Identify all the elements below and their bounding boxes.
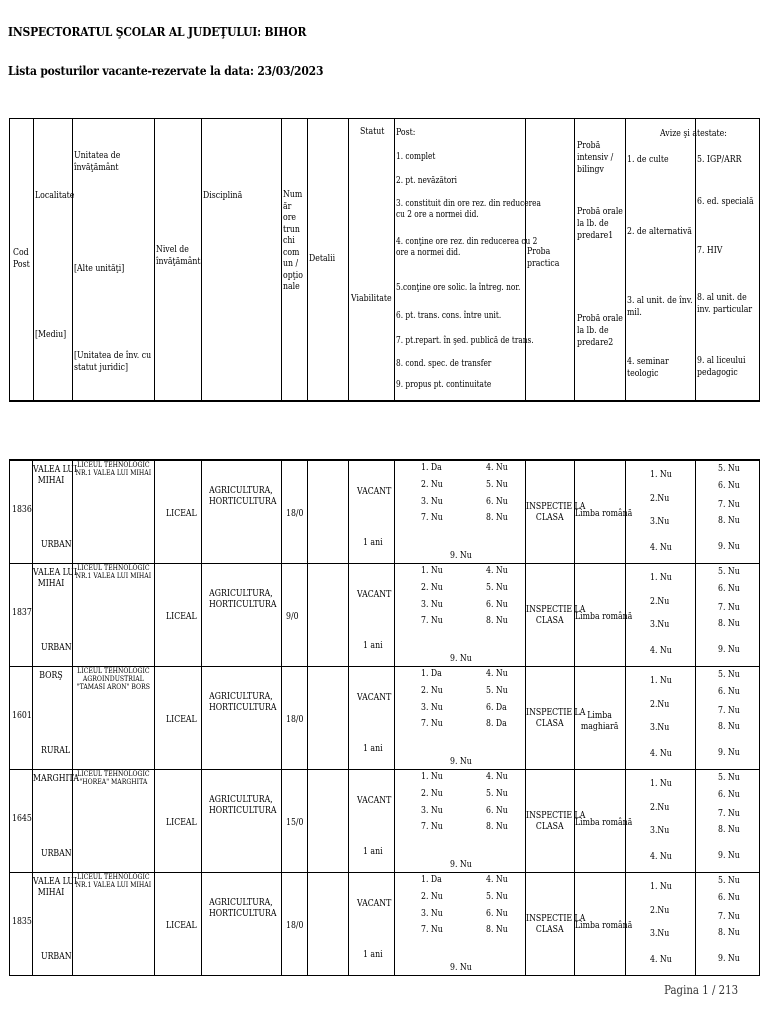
header-aviz-right: 5. IGP/ARR xyxy=(697,154,742,165)
row-cod-post: 1835 xyxy=(12,916,32,927)
row-ore: 9/0 xyxy=(286,611,299,622)
header-post-item: 7. pt.repart. în şed. publică de trans. xyxy=(396,336,534,346)
row-post-right: 5. Nu xyxy=(486,891,508,902)
row-post-left: 3. Nu xyxy=(421,496,443,507)
header-post-item: 1. complet xyxy=(396,152,436,162)
row-ore: 18/0 xyxy=(286,714,304,725)
row-limba: Limba română xyxy=(575,508,633,519)
row-aviz-right: 8. Nu xyxy=(718,618,740,629)
row-post-left: 7. Nu xyxy=(421,924,443,935)
row-aviz-left: 2.Nu xyxy=(650,493,670,504)
row-column-divider xyxy=(695,667,696,769)
row-aviz-right: 7. Nu xyxy=(718,705,740,716)
row-aviz-right: 8. Nu xyxy=(718,515,740,526)
row-proba: INSPECTIE LA CLASA xyxy=(526,913,586,935)
row-viabilitate: 1 ani xyxy=(363,846,383,857)
header-numar-ore: Num ăr ore trun chi com un / opţio nale xyxy=(283,189,304,292)
row-aviz-right: 7. Nu xyxy=(718,808,740,819)
row-localitate: VALEA LUI MIHAI xyxy=(33,567,78,589)
row-proba: INSPECTIE LA CLASA xyxy=(526,501,586,523)
row-post-left: 3. Nu xyxy=(421,805,443,816)
row-column-divider xyxy=(394,667,395,769)
header-column-divider xyxy=(525,119,526,400)
row-post-right: 6. Da xyxy=(486,702,507,713)
header-aviz-left: 3. al unit. de înv. mil. xyxy=(627,295,693,318)
row-post-right: 4. Nu xyxy=(486,668,508,679)
row-aviz-left: 4. Nu xyxy=(650,748,672,759)
row-cod-post: 1836 xyxy=(12,504,32,515)
row-unitatea: LICEUL TEHNOLOGIC NR.1 VALEA LUI MIHAI xyxy=(75,460,152,477)
row-column-divider xyxy=(201,873,202,975)
row-disciplina: AGRICULTURA, HORTICULTURA xyxy=(209,897,277,919)
row-post-right: 8. Nu xyxy=(486,615,508,626)
row-post-left: 3. Nu xyxy=(421,908,443,919)
header-column-divider xyxy=(201,119,202,400)
row-proba: INSPECTIE LA CLASA xyxy=(526,810,586,832)
row-column-divider xyxy=(32,770,33,872)
row-nivel: LICEAL xyxy=(166,611,197,622)
row-aviz-right: 7. Nu xyxy=(718,499,740,510)
row-unitatea: LICEUL TEHNOLOGIC NR.1 VALEA LUI MIHAI xyxy=(75,872,152,889)
row-column-divider xyxy=(154,667,155,769)
row-unitatea: LICEUL TEHNOLOGIC NR.1 VALEA LUI MIHAI xyxy=(75,563,152,580)
row-aviz-right: 6. Nu xyxy=(718,892,740,903)
row-aviz-right: 5. Nu xyxy=(718,463,740,474)
row-post-left: 1. Nu xyxy=(421,771,443,782)
row-post-right: 8. Nu xyxy=(486,512,508,523)
row-post-right: 4. Nu xyxy=(486,462,508,473)
row-aviz-right: 6. Nu xyxy=(718,789,740,800)
row-nivel: LICEAL xyxy=(166,817,197,828)
row-aviz-left: 1. Nu xyxy=(650,778,672,789)
list-date-title: Lista posturilor vacante-rezervate la data: 23/03/2023 xyxy=(8,63,324,78)
row-unitatea: LICEUL TEHNOLOGIC "HOREA" MARGHITA xyxy=(77,769,150,786)
header-aviz-left: 1. de culte xyxy=(627,154,669,165)
header-column-divider xyxy=(281,119,282,400)
header-post-item: 9. propus pt. continuitate xyxy=(396,380,492,390)
row-aviz-right: 9. Nu xyxy=(718,953,740,964)
row-viabilitate: 1 ani xyxy=(363,640,383,651)
row-post-left: 1. Da xyxy=(421,668,442,679)
row-post9: 9. Nu xyxy=(450,653,472,664)
row-aviz-left: 1. Nu xyxy=(650,675,672,686)
row-column-divider xyxy=(201,667,202,769)
header-aviz-right: 9. al liceului pedagogic xyxy=(697,355,746,378)
row-post-left: 7. Nu xyxy=(421,821,443,832)
row-nivel: LICEAL xyxy=(166,714,197,725)
header-disciplina: Disciplină xyxy=(203,190,243,201)
header-avize-title: Avize şi atestate: xyxy=(660,128,727,139)
header-column-divider xyxy=(307,119,308,400)
header-statut: Statut xyxy=(360,126,385,137)
row-column-divider xyxy=(695,873,696,975)
row-column-divider xyxy=(348,873,349,975)
row-post9: 9. Nu xyxy=(450,859,472,870)
row-aviz-right: 9. Nu xyxy=(718,850,740,861)
row-column-divider xyxy=(154,873,155,975)
row-disciplina: AGRICULTURA, HORTICULTURA xyxy=(209,794,277,816)
row-aviz-left: 4. Nu xyxy=(650,542,672,553)
header-unitatea-statut: [Unitatea de înv. cu statut juridic] xyxy=(74,350,152,373)
row-ore: 15/0 xyxy=(286,817,304,828)
row-mediu: URBAN xyxy=(41,539,72,550)
row-post9: 9. Nu xyxy=(450,550,472,561)
header-post-item: 4. conţine ore rez. din reducerea cu 2 ore a normei did. xyxy=(396,237,538,258)
row-aviz-left: 2.Nu xyxy=(650,699,670,710)
row-aviz-right: 6. Nu xyxy=(718,686,740,697)
row-aviz-right: 7. Nu xyxy=(718,602,740,613)
header-aviz-left: 2. de alternativă xyxy=(627,226,692,237)
row-column-divider xyxy=(307,564,308,666)
row-aviz-left: 2.Nu xyxy=(650,596,670,607)
header-post-item: 6. pt. trans. cons. între unit. xyxy=(396,311,502,321)
row-viabilitate: 1 ani xyxy=(363,949,383,960)
row-limba: Limba română xyxy=(575,920,633,931)
row-aviz-left: 4. Nu xyxy=(650,851,672,862)
row-column-divider xyxy=(307,667,308,769)
table-header xyxy=(9,118,760,402)
header-proba-practica: Proba practica xyxy=(527,246,560,269)
header-aviz-right: 6. ed. specială xyxy=(697,196,754,207)
row-post-left: 7. Nu xyxy=(421,512,443,523)
header-aviz-right: 8. al unit. de inv. particular xyxy=(697,292,753,315)
table-row xyxy=(9,873,760,976)
row-column-divider xyxy=(281,873,282,975)
row-post9: 9. Nu xyxy=(450,756,472,767)
row-aviz-left: 1. Nu xyxy=(650,572,672,583)
row-post-right: 5. Nu xyxy=(486,582,508,593)
header-column-divider xyxy=(154,119,155,400)
row-column-divider xyxy=(307,873,308,975)
row-column-divider xyxy=(154,770,155,872)
row-column-divider xyxy=(154,564,155,666)
row-column-divider xyxy=(72,564,73,666)
row-mediu: URBAN xyxy=(41,848,72,859)
row-cod-post: 1837 xyxy=(12,607,32,618)
row-proba: INSPECTIE LA CLASA xyxy=(526,604,586,626)
row-viabilitate: 1 ani xyxy=(363,537,383,548)
row-localitate: BORŞ xyxy=(39,670,63,681)
data-table xyxy=(9,459,760,976)
row-post-right: 5. Nu xyxy=(486,685,508,696)
row-column-divider xyxy=(307,770,308,872)
row-post-left: 1. Da xyxy=(421,462,442,473)
row-column-divider xyxy=(281,564,282,666)
row-limba: Limba maghiară xyxy=(580,710,619,732)
row-column-divider xyxy=(394,564,395,666)
header-column-divider xyxy=(394,119,395,400)
row-column-divider xyxy=(281,461,282,563)
header-column-divider xyxy=(72,119,73,400)
row-column-divider xyxy=(625,667,626,769)
row-limba: Limba română xyxy=(575,611,633,622)
row-column-divider xyxy=(72,770,73,872)
row-column-divider xyxy=(281,770,282,872)
row-aviz-right: 9. Nu xyxy=(718,644,740,655)
row-column-divider xyxy=(201,564,202,666)
row-column-divider xyxy=(201,770,202,872)
row-statut: VACANT xyxy=(357,795,392,806)
row-aviz-left: 3.Nu xyxy=(650,928,670,939)
header-column-divider xyxy=(625,119,626,400)
row-post-left: 3. Nu xyxy=(421,702,443,713)
row-localitate: VALEA LUI MIHAI xyxy=(33,876,78,898)
header-alte-unitati: [Alte unităţi] xyxy=(74,263,125,274)
row-aviz-left: 2.Nu xyxy=(650,802,670,813)
row-disciplina: AGRICULTURA, HORTICULTURA xyxy=(209,588,277,610)
row-post-right: 6. Nu xyxy=(486,599,508,610)
table-row xyxy=(9,461,760,564)
row-localitate: VALEA LUI MIHAI xyxy=(33,464,78,486)
row-localitate: MARGHITA xyxy=(33,773,79,784)
row-post-right: 4. Nu xyxy=(486,771,508,782)
row-statut: VACANT xyxy=(357,486,392,497)
row-disciplina: AGRICULTURA, HORTICULTURA xyxy=(209,485,277,507)
table-row xyxy=(9,667,760,770)
row-post-left: 2. Nu xyxy=(421,582,443,593)
row-statut: VACANT xyxy=(357,589,392,600)
row-post-left: 7. Nu xyxy=(421,615,443,626)
row-post-left: 2. Nu xyxy=(421,788,443,799)
row-aviz-left: 4. Nu xyxy=(650,954,672,965)
row-post-right: 5. Nu xyxy=(486,788,508,799)
row-column-divider xyxy=(307,461,308,563)
row-ore: 18/0 xyxy=(286,920,304,931)
row-column-divider xyxy=(695,770,696,872)
row-aviz-right: 9. Nu xyxy=(718,541,740,552)
row-aviz-right: 5. Nu xyxy=(718,875,740,886)
header-proba-orale2: Probă orale la lb. de predare2 xyxy=(577,313,623,348)
row-post-left: 2. Nu xyxy=(421,479,443,490)
row-aviz-left: 3.Nu xyxy=(650,516,670,527)
row-disciplina: AGRICULTURA, HORTICULTURA xyxy=(209,691,277,713)
row-column-divider xyxy=(32,667,33,769)
row-post-left: 2. Nu xyxy=(421,685,443,696)
row-post-right: 8. Nu xyxy=(486,821,508,832)
row-column-divider xyxy=(348,461,349,563)
header-proba-intensiv: Probă intensiv / bilingv xyxy=(577,140,614,175)
header-post-item: 5.conţine ore solic. la întreg. nor. xyxy=(396,283,521,293)
row-mediu: RURAL xyxy=(41,745,71,756)
row-limba: Limba română xyxy=(575,817,633,828)
row-post-right: 6. Nu xyxy=(486,908,508,919)
row-column-divider xyxy=(72,667,73,769)
row-column-divider xyxy=(695,461,696,563)
header-post-item: 3. constituit din ore rez. din reducerea cu 2 ore a normei did. xyxy=(396,199,541,220)
row-column-divider xyxy=(348,564,349,666)
row-statut: VACANT xyxy=(357,692,392,703)
row-column-divider xyxy=(348,667,349,769)
row-post-left: 7. Nu xyxy=(421,718,443,729)
header-post-title: Post: xyxy=(396,127,416,138)
row-proba: INSPECTIE LA CLASA xyxy=(526,707,586,729)
header-post-item: 8. cond. spec. de transfer xyxy=(396,359,492,369)
header-aviz-left: 4. seminar teologic xyxy=(627,356,669,379)
header-localitate: Localitate xyxy=(35,190,75,201)
row-aviz-left: 3.Nu xyxy=(650,619,670,630)
row-post-right: 8. Nu xyxy=(486,924,508,935)
row-column-divider xyxy=(201,461,202,563)
row-column-divider xyxy=(695,564,696,666)
header-column-divider xyxy=(33,119,34,400)
row-mediu: URBAN xyxy=(41,642,72,653)
header-column-divider xyxy=(574,119,575,400)
row-aviz-left: 3.Nu xyxy=(650,825,670,836)
row-mediu: URBAN xyxy=(41,951,72,962)
row-post9: 9. Nu xyxy=(450,962,472,973)
row-post-right: 6. Nu xyxy=(486,805,508,816)
header-cod-post: Cod Post xyxy=(13,247,30,270)
row-aviz-right: 9. Nu xyxy=(718,747,740,758)
row-column-divider xyxy=(394,873,395,975)
row-post-left: 1. Da xyxy=(421,874,442,885)
page-number: Pagina 1 / 213 xyxy=(663,983,738,997)
row-aviz-right: 5. Nu xyxy=(718,566,740,577)
row-column-divider xyxy=(281,667,282,769)
row-ore: 18/0 xyxy=(286,508,304,519)
header-mediu: [Mediu] xyxy=(35,329,67,340)
row-column-divider xyxy=(72,461,73,563)
header-nivel: Nivel de învăţământ xyxy=(156,244,201,267)
row-post-right: 4. Nu xyxy=(486,874,508,885)
table-row xyxy=(9,564,760,667)
row-aviz-left: 4. Nu xyxy=(650,645,672,656)
row-column-divider xyxy=(394,770,395,872)
header-post-item: 2. pt. nevăzători xyxy=(396,176,458,186)
table-row xyxy=(9,770,760,873)
header-column-divider xyxy=(348,119,349,400)
row-unitatea: LICEUL TEHNOLOGIC AGROINDUSTRIAL "TAMASI ARON" BORS xyxy=(76,666,150,691)
header-aviz-right: 7. HIV xyxy=(697,245,723,256)
row-column-divider xyxy=(394,461,395,563)
row-aviz-right: 8. Nu xyxy=(718,824,740,835)
row-aviz-left: 3.Nu xyxy=(650,722,670,733)
row-aviz-right: 5. Nu xyxy=(718,772,740,783)
row-column-divider xyxy=(72,873,73,975)
row-post-right: 4. Nu xyxy=(486,565,508,576)
row-aviz-left: 1. Nu xyxy=(650,881,672,892)
row-aviz-right: 7. Nu xyxy=(718,911,740,922)
row-aviz-right: 6. Nu xyxy=(718,480,740,491)
row-post-right: 8. Da xyxy=(486,718,507,729)
row-aviz-left: 1. Nu xyxy=(650,469,672,480)
row-post-right: 6. Nu xyxy=(486,496,508,507)
row-nivel: LICEAL xyxy=(166,920,197,931)
row-column-divider xyxy=(348,770,349,872)
header-column-divider xyxy=(695,119,696,400)
row-post-right: 5. Nu xyxy=(486,479,508,490)
row-aviz-right: 8. Nu xyxy=(718,927,740,938)
row-viabilitate: 1 ani xyxy=(363,743,383,754)
header-proba-orale1: Probă orale la lb. de predare1 xyxy=(577,206,623,241)
inspectorate-title: INSPECTORATUL ŞCOLAR AL JUDEŢULUI: BIHOR xyxy=(8,24,307,39)
row-nivel: LICEAL xyxy=(166,508,197,519)
row-aviz-right: 6. Nu xyxy=(718,583,740,594)
header-viabilitate: Viabilitate xyxy=(351,293,392,304)
header-unitatea: Unitatea de învăţământ xyxy=(74,150,121,173)
row-aviz-right: 8. Nu xyxy=(718,721,740,732)
row-statut: VACANT xyxy=(357,898,392,909)
row-post-left: 3. Nu xyxy=(421,599,443,610)
row-post-left: 2. Nu xyxy=(421,891,443,902)
row-column-divider xyxy=(154,461,155,563)
row-post-left: 1. Nu xyxy=(421,565,443,576)
row-cod-post: 1645 xyxy=(12,813,32,824)
header-detalii: Detalii xyxy=(309,253,336,264)
row-cod-post: 1601 xyxy=(12,710,32,721)
row-aviz-right: 5. Nu xyxy=(718,669,740,680)
row-aviz-left: 2.Nu xyxy=(650,905,670,916)
